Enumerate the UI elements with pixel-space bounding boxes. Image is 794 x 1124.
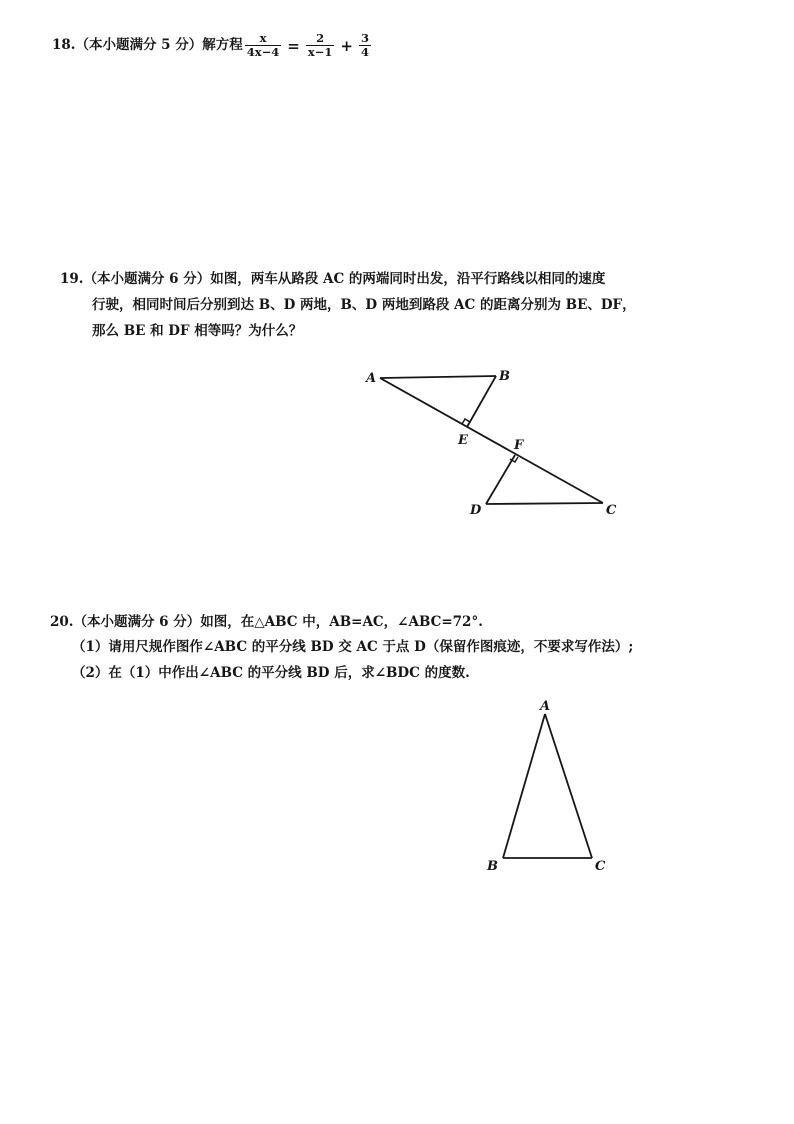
q19-figure <box>380 376 603 504</box>
q20-line-2: （1）请用尺规作图作∠ABC 的平分线 BD 交 AC 于点 D（保留作图痕迹，不要求写作法）; <box>72 639 634 655</box>
label-a: A <box>540 699 551 714</box>
plus-sign: + <box>340 36 353 55</box>
segment-ab <box>503 714 545 858</box>
fraction-denominator: 4 <box>360 45 369 59</box>
fraction-numerator: 3 <box>360 31 369 45</box>
segment-ab <box>380 376 496 378</box>
q19-line-1: 19.（本小题满分 6 分）如图，两车从路段 AC 的两端同时出发，沿平行路线以相同的速度 <box>60 271 606 287</box>
fraction-numerator: x <box>259 31 267 45</box>
q20-figure <box>503 714 592 858</box>
q18-prefix: 18.（本小题满分 5 分）解方程 <box>52 37 243 53</box>
label-c: C <box>606 503 617 518</box>
segment-ac <box>545 714 592 858</box>
fraction-denominator: 4x−4 <box>246 45 280 59</box>
fraction-numerator: 2 <box>316 31 325 45</box>
segment-be <box>467 376 496 427</box>
label-a: A <box>366 371 377 386</box>
label-b: B <box>499 369 510 384</box>
segment-dc <box>486 503 603 504</box>
label-f: F <box>514 438 524 453</box>
q20-line-3: （2）在（1）中作出∠ABC 的平分线 BD 后，求∠BDC 的度数. <box>72 665 470 681</box>
segment-df <box>486 455 515 504</box>
q19-line-2: 行驶，相同时间后分别到达 B、D 两地，B、D 两地到路段 AC 的距离分别为 BE、DF， <box>92 297 636 313</box>
fraction-denominator: x−1 <box>307 45 333 59</box>
label-d: D <box>470 503 482 518</box>
label-c: C <box>595 859 606 874</box>
segment-ac <box>380 378 603 503</box>
label-b: B <box>487 859 498 874</box>
equals-sign: = <box>287 36 300 55</box>
label-e: E <box>458 433 468 448</box>
q20-line-1: 20.（本小题满分 6 分）如图，在△ABC 中，AB=AC，∠ABC=72°. <box>50 614 483 630</box>
q19-line-3: 那么 BE 和 DF 相等吗？为什么？ <box>92 323 303 339</box>
